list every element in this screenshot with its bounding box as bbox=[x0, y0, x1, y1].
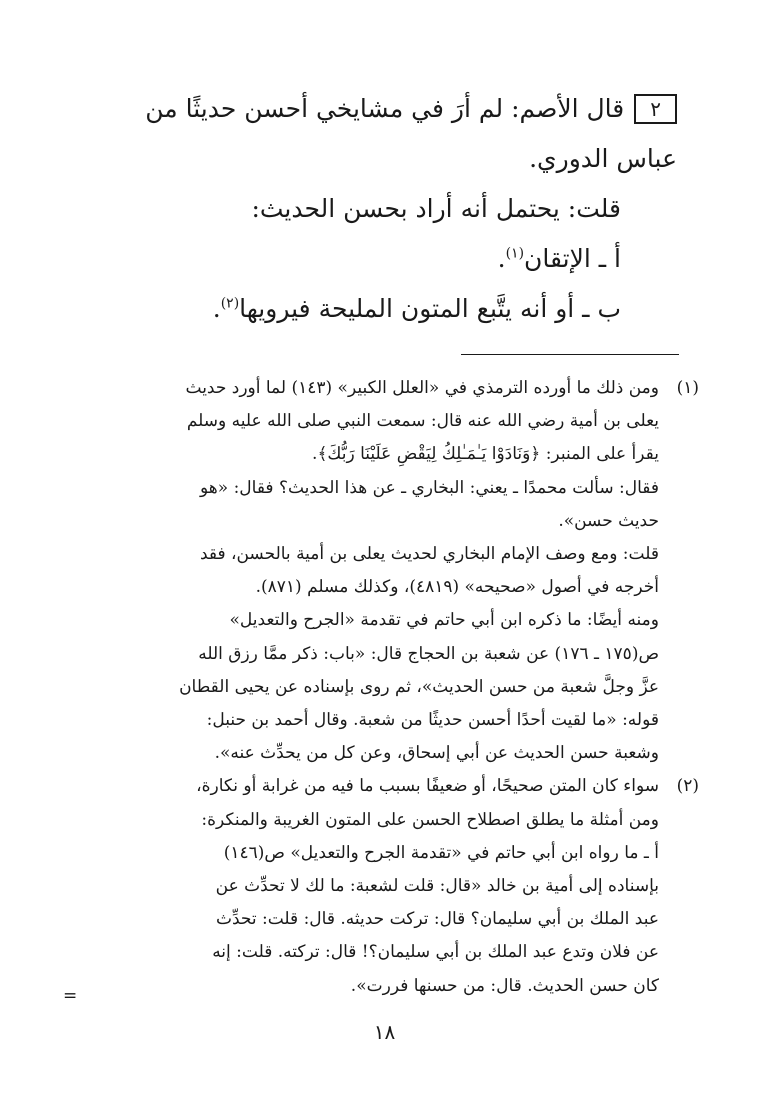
footnote-line: ومن ذلك ما أورده الترمذي في «العلل الكبير» (١٤٣) لما أورد حديث bbox=[185, 378, 659, 398]
main-line-3: قلت: يحتمل أنه أراد بحسن الحديث: bbox=[251, 194, 621, 223]
continuation-mark: = bbox=[63, 986, 78, 1006]
main-text bbox=[88, 84, 677, 334]
footnote-line: ومنه أيضًا: ما ذكره ابن أبي حاتم في تقدمة «الجرح والتعديل» bbox=[229, 610, 659, 631]
footnote-line: فقال: سألت محمدًا ـ يعني: البخاري ـ عن هذا الحديث؟ فقال: «هو bbox=[200, 477, 659, 498]
footnote-line: كان حسن الحديث. قال: من حسنها فررت». bbox=[350, 975, 659, 996]
footnote-line: قلت: ومع وصف الإمام البخاري لحديث يعلى بن أمية بالحسن، فقد bbox=[199, 544, 659, 565]
footnote-number: (٢) bbox=[676, 776, 699, 797]
footnote-ref-2[interactable]: (٢) bbox=[220, 295, 240, 312]
footnote-line: أ ـ ما رواه ابن أبي حاتم في «تقدمة الجرح والتعديل» ص(١٤٦) bbox=[223, 842, 659, 863]
footnote-2 bbox=[88, 770, 699, 1002]
entry-number-box: ٢ bbox=[634, 94, 677, 124]
footnote-line: عبد الملك بن أبي سليمان؟ قال: تركت حديثه. قال: قلت: تحدِّث bbox=[215, 909, 659, 930]
footnote-separator bbox=[461, 354, 679, 355]
footnote-line: يقرأ على المنبر: ﴿وَنَادَوْا يَـٰمَـٰلِكُ لِيَقْضِ عَلَيْنَا رَبُّكَ﴾. bbox=[312, 444, 659, 465]
footnote-line: أخرجه في أصول «صحيحه» (٤٨١٩)، وكذلك مسلم (٨٧١). bbox=[255, 577, 659, 598]
footnote-number: (١) bbox=[676, 378, 699, 398]
footnote-line: ومن أمثلة ما يطلق اصطلاح الحسن على المتون الغريبة والمنكرة: bbox=[201, 809, 659, 830]
footnote-line: ص(١٧٥ ـ ١٧٦) عن شعبة بن الحجاج قال: «باب: ذكر ممَّا رزق الله bbox=[198, 643, 659, 664]
main-line-2: عباس الدوري. bbox=[529, 144, 677, 173]
footnote-line: عزَّ وجلَّ شعبة من حسن الحديث»، ثم روى بإسناده عن يحيى القطان bbox=[179, 676, 659, 697]
footnote-line: سواء كان المتن صحيحًا، أو ضعيفًا بسبب ما فيه من غرابة أو نكارة، bbox=[196, 776, 659, 797]
footnote-1 bbox=[88, 372, 699, 770]
footnote-line: وشعبة حسن الحديث عن أبي إسحاق، وعن كل من يحدِّث عنه». bbox=[214, 743, 659, 764]
item-a: أ ـ الإتقان$^{(١)}$. bbox=[497, 244, 621, 273]
main-line-1: ٢قال الأصم: لم أرَ في مشايخي أحسن حديثًا من bbox=[88, 84, 677, 134]
footnote-line: بإسناده إلى أمية بن خالد «قال: قلت لشعبة: ما لك لا تحدِّث عن bbox=[215, 876, 659, 897]
footnote-line: حديث حسن». bbox=[558, 510, 659, 531]
footnotes bbox=[88, 372, 699, 1003]
footnote-line: عن فلان وتدع عبد الملك بن أبي سليمان؟! قال: تركته. قلت: إنه bbox=[212, 942, 659, 963]
footnote-line: يعلى بن أمية رضي الله عنه قال: سمعت النبي صلى الله عليه وسلم bbox=[186, 411, 659, 432]
item-b: ب ـ أو أنه يتَّبع المتون المليحة فيرويها$^{(٢)}$. bbox=[212, 294, 621, 323]
footnote-ref-1[interactable]: (١) bbox=[505, 245, 525, 262]
page-number: ١٨ bbox=[373, 1020, 396, 1044]
footnote-line: قوله: «ما لقيت أحدًا أحسن حديثًا من شعبة. وقال أحمد بن حنبل: bbox=[206, 710, 659, 731]
